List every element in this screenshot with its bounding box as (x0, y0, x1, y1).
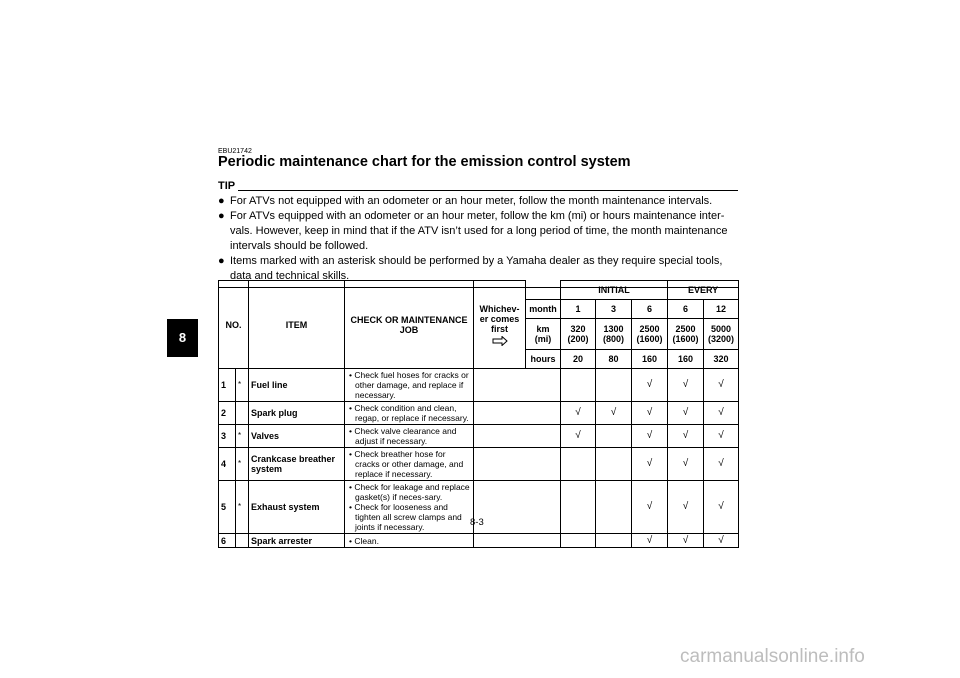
header-item: ITEM (249, 281, 345, 369)
row-number: 6 (219, 534, 236, 548)
asterisk-mark: * (236, 369, 249, 402)
check-mark: √ (632, 402, 668, 425)
check-mark: √ (632, 369, 668, 402)
row-number: 1 (219, 369, 236, 402)
check-mark: √ (668, 425, 704, 448)
row-whichever-cell (474, 448, 561, 481)
hours-label: hours (526, 350, 561, 369)
km-value: 2500 (1600) (668, 319, 704, 350)
header-job: CHECK OR MAINTENANCE JOB (345, 281, 474, 369)
header-no: NO. (219, 281, 249, 369)
month-value: 12 (704, 300, 739, 319)
check-mark: √ (704, 425, 739, 448)
check-mark (596, 369, 632, 402)
check-mark: √ (668, 448, 704, 481)
check-mark: √ (704, 481, 739, 534)
row-item: Crankcase breather system (249, 448, 345, 481)
month-value: 1 (561, 300, 596, 319)
check-mark (561, 534, 596, 548)
tip-label: TIP (218, 180, 236, 192)
hours-value: 160 (668, 350, 704, 369)
tip-list (218, 194, 738, 284)
check-mark: √ (632, 534, 668, 548)
tip-top-rule (238, 190, 738, 191)
bullet-icon: ● (218, 195, 225, 207)
header-every: EVERY (668, 281, 739, 300)
page-title: Periodic maintenance chart for the emission control system (218, 154, 631, 170)
hours-value: 320 (704, 350, 739, 369)
maintenance-chart (218, 280, 739, 548)
check-mark (596, 425, 632, 448)
km-value: 320 (200) (561, 319, 596, 350)
check-mark: √ (704, 448, 739, 481)
row-job: • Check breather hose for cracks or other damage, and replace if necessary. (345, 448, 474, 481)
month-value: 6 (668, 300, 704, 319)
row-item: Fuel line (249, 369, 345, 402)
page-number: 8-3 (470, 517, 484, 528)
table-row (219, 448, 739, 481)
check-mark (596, 481, 632, 534)
row-whichever-cell (474, 402, 561, 425)
table-row (219, 425, 739, 448)
asterisk-mark: * (236, 448, 249, 481)
asterisk-mark (236, 402, 249, 425)
check-mark: √ (632, 448, 668, 481)
check-mark (596, 448, 632, 481)
check-mark: √ (668, 402, 704, 425)
hours-value: 80 (596, 350, 632, 369)
tip-item: ● For ATVs equipped with an odometer or an hour meter, follow the km (mi) or hours maintenance inter-vals. However, keep in mind that if the ATV isn’t used for a long period of time, the month maintenance intervals should be followed. (218, 210, 728, 252)
hours-value: 20 (561, 350, 596, 369)
row-job: • Check fuel hoses for cracks or other damage, and replace if necessary. (345, 369, 474, 402)
check-mark: √ (704, 369, 739, 402)
asterisk-mark (236, 534, 249, 548)
asterisk-mark: * (236, 425, 249, 448)
km-value: 2500 (1600) (632, 319, 668, 350)
table-row (219, 534, 739, 548)
table-row (219, 402, 739, 425)
month-label: month (526, 300, 561, 319)
watermark: carmanualsonline.info (680, 646, 865, 667)
row-item: Spark arrester (249, 534, 345, 548)
km-label: km (mi) (526, 319, 561, 350)
whichever-text: Whichev-er comes first (479, 303, 520, 334)
check-mark (596, 534, 632, 548)
check-mark (561, 448, 596, 481)
check-mark: √ (704, 534, 739, 548)
tip-item: ● For ATVs not equipped with an odometer or an hour meter, follow the month maintenance intervals. (218, 195, 713, 207)
row-job: • Check condition and clean, regap, or replace if necessary. (345, 402, 474, 425)
chapter-tab: 8 (167, 319, 198, 357)
row-job: • Check for leakage and replace gasket(s) if neces-sary. • Check for looseness and tighten all screw clamps and joints if necessary. (345, 481, 474, 534)
check-mark: √ (704, 402, 739, 425)
check-mark (561, 369, 596, 402)
row-whichever-cell (474, 425, 561, 448)
check-mark: √ (668, 481, 704, 534)
month-value: 3 (596, 300, 632, 319)
row-number: 2 (219, 402, 236, 425)
bullet-icon: ● (218, 210, 225, 222)
km-value: 1300 (800) (596, 319, 632, 350)
header-whichever (474, 281, 526, 369)
row-job: • Check valve clearance and adjust if necessary. (345, 425, 474, 448)
table-row (219, 369, 739, 402)
check-mark: √ (632, 425, 668, 448)
tip-box (218, 181, 738, 288)
tip-item: ● Items marked with an asterisk should be performed by a Yamaha dealer as they require special tools, data and technical skills. (218, 255, 723, 282)
check-mark: √ (561, 425, 596, 448)
asterisk-mark: * (236, 481, 249, 534)
month-value: 6 (632, 300, 668, 319)
check-mark: √ (668, 369, 704, 402)
check-mark: √ (632, 481, 668, 534)
row-item: Valves (249, 425, 345, 448)
bullet-icon: ● (218, 255, 225, 267)
row-job: • Clean. (345, 534, 474, 548)
tip-header (218, 181, 738, 192)
header-row (219, 281, 739, 300)
header-initial: INITIAL (561, 281, 668, 300)
check-mark (561, 481, 596, 534)
right-arrow-icon (492, 336, 508, 346)
check-mark: √ (561, 402, 596, 425)
header-blank (526, 281, 561, 300)
document-code: EBU21742 (218, 148, 252, 155)
hours-value: 160 (632, 350, 668, 369)
row-whichever-cell (474, 534, 561, 548)
row-item: Exhaust system (249, 481, 345, 534)
check-mark: √ (596, 402, 632, 425)
check-mark: √ (668, 534, 704, 548)
row-number: 5 (219, 481, 236, 534)
row-whichever-cell (474, 481, 561, 534)
row-number: 3 (219, 425, 236, 448)
row-item: Spark plug (249, 402, 345, 425)
row-number: 4 (219, 448, 236, 481)
km-value: 5000 (3200) (704, 319, 739, 350)
row-whichever-cell (474, 369, 561, 402)
